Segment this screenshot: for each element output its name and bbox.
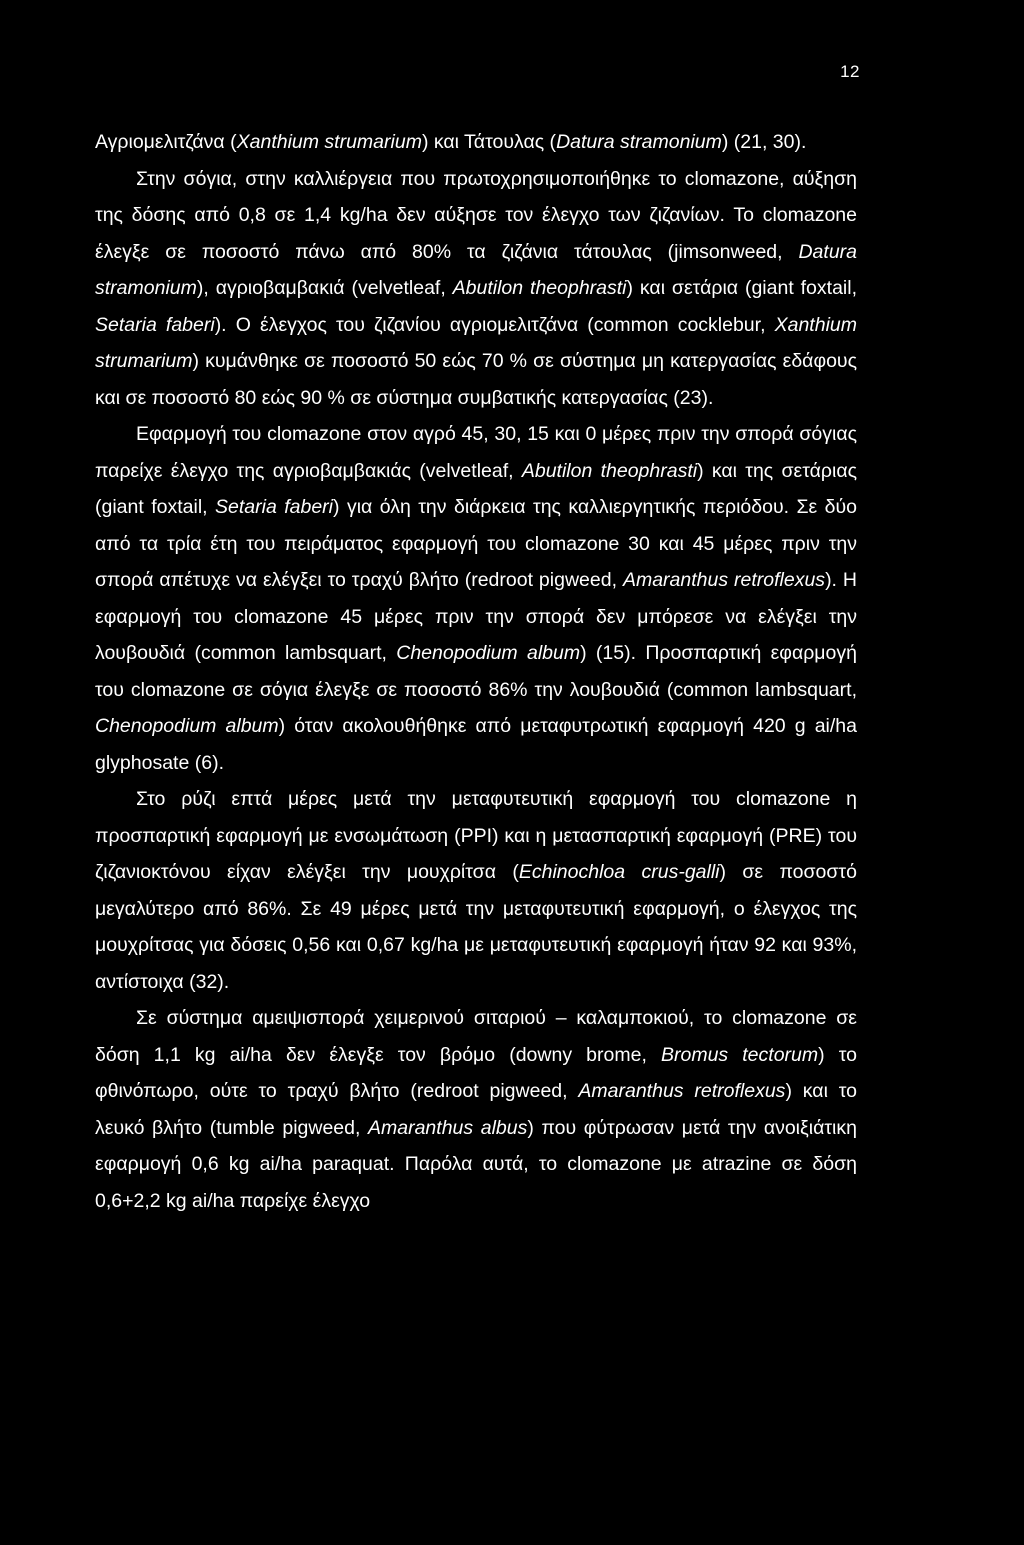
italic-term: Chenopodium album bbox=[95, 715, 279, 737]
italic-term: Setaria faberi bbox=[95, 313, 215, 336]
text-run: ) για όλη την διάρκεια της καλλιεργητικής περιόδου. Σε δύο από τα τρία έτη του πειράματος εφαρμογή του clomazone 30 και 45 μέρες πριν την σπορά απέτυχε να ελέγξει το τραχύ βλήτο (redroot pigweed, bbox=[95, 496, 858, 591]
italic-term: Setaria faberi bbox=[215, 496, 334, 518]
text-run: Αγριομελιτζάνα ( bbox=[95, 131, 237, 153]
text-run: ) (15). Προσπαρτική εφαρμογή του clomazone σε σόγια έλεγξε σε ποσοστό 86% την λουβουδιά (common lambsquart, bbox=[95, 642, 857, 701]
italic-term: Abutilon theophrasti bbox=[452, 277, 627, 299]
italic-term: Amaranthus retroflexus bbox=[578, 1080, 786, 1102]
text-run: Σε σύστημα αμειψισπορά χειμερινού σιταριού – καλαμποκιού, το clomazone σε δόση 1,1 kg ai/ha δεν έλεγξε τον βρόμο (downy brome, bbox=[95, 1007, 857, 1066]
text-run: ) και το λευκό βλήτο (tumble pigweed, bbox=[95, 1080, 858, 1139]
text-run: Στο ρύζι επτά μέρες μετά την μεταφυτευτική εφαρμογή του clomazone η προσπαρτική εφαρμογή με ενσωμάτωση (PPI) και η μετασπαρτική εφαρμογή (PRE) του ζιζανιοκτόνου είχαν ελέγξει την μουχρίτσα ( bbox=[95, 788, 857, 883]
page-number: 12 bbox=[840, 62, 860, 81]
text-run: ) το φθινόπωρο, ούτε το τραχύ βλήτο (redroot pigweed, bbox=[95, 1043, 857, 1102]
italic-term: Xanthium strumarium bbox=[95, 313, 857, 372]
italic-term: Chenopodium album bbox=[396, 642, 581, 664]
document-body bbox=[95, 124, 857, 1219]
text-run: ) που φύτρωσαν μετά την ανοιξιάτικη εφαρμογή 0,6 kg ai/ha paraquat. Παρόλα αυτά, το clomazone με atrazine σε δόση 0,6+2,2 kg ai/ha παρείχε έλεγχο bbox=[95, 1116, 857, 1212]
text-run: ). Η εφαρμογή του clomazone 45 μέρες πριν την σπορά δεν μπόρεσε να ελέγξει την λουβουδιά (common lambsquart, bbox=[95, 569, 857, 664]
paragraph bbox=[95, 124, 857, 161]
paragraph bbox=[95, 161, 857, 417]
text-run: Εφαρμογή του clomazone στον αγρό 45, 30, 15 και 0 μέρες πριν την σπορά σόγιας παρείχε έλεγχο της αγριοβαμβακιάς (velvetleaf, bbox=[95, 423, 857, 482]
paragraph bbox=[95, 781, 857, 1000]
paragraph bbox=[95, 1000, 857, 1219]
italic-term: Datura stramonium bbox=[556, 131, 722, 153]
text-run: ) όταν ακολουθήθηκε από μεταφυτρωτική εφαρμογή 420 g ai/ha glyphosate (6). bbox=[95, 715, 857, 774]
italic-term: Amaranthus retroflexus bbox=[622, 569, 826, 591]
text-run: ) κυμάνθηκε σε ποσοστό 50 εώς 70 % σε σύστημα μη κατεργασίας εδάφους και σε ποσοστό 80 εώς 90 % σε σύστημα συμβατικής κατεργασίας (23). bbox=[95, 350, 857, 409]
italic-term: Datura stramonium bbox=[95, 240, 857, 299]
italic-term: Xanthium strumarium bbox=[236, 131, 422, 153]
paragraph bbox=[95, 416, 857, 781]
text-run: ), αγριοβαμβακιά (velvetleaf, bbox=[196, 277, 453, 299]
italic-term: Abutilon theophrasti bbox=[521, 459, 698, 482]
italic-term: Bromus tectorum bbox=[660, 1043, 819, 1066]
italic-term: Echinochloa crus-galli bbox=[518, 861, 720, 883]
text-run: ) (21, 30). bbox=[721, 131, 807, 153]
text-run: ) και Τάτουλας ( bbox=[421, 131, 557, 153]
text-run: Στην σόγια, στην καλλιέργεια που πρωτοχρησιμοποιήθηκε το clomazone, αύξηση της δόσης από 0,8 σε 1,4 kg/ha δεν αύξησε τον έλεγχο των ζιζανίων. Το clomazone έλεγξε σε ποσοστό πάνω από 80% τα ζιζάνια τάτουλας (jimsonweed, bbox=[95, 167, 857, 263]
italic-term: Amaranthus albus bbox=[368, 1116, 528, 1139]
text-run: ). Ο έλεγχος του ζιζανίου αγριομελιτζάνα (common cocklebur, bbox=[214, 313, 775, 336]
text-run: ) σε ποσοστό μεγαλύτερο από 86%. Σε 49 μέρες μετά την μεταφυτευτική εφαρμογή, ο έλεγχος της μουχρίτσας για δόσεις 0,56 και 0,67 kg/ha με μεταφυτευτική εφαρμογή ήταν 92 και 93%, αντίστοιχα (32). bbox=[95, 861, 857, 993]
text-run: ) και της σετάριας (giant foxtail, bbox=[95, 459, 857, 518]
text-run: ) και σετάρια (giant foxtail, bbox=[626, 277, 857, 299]
